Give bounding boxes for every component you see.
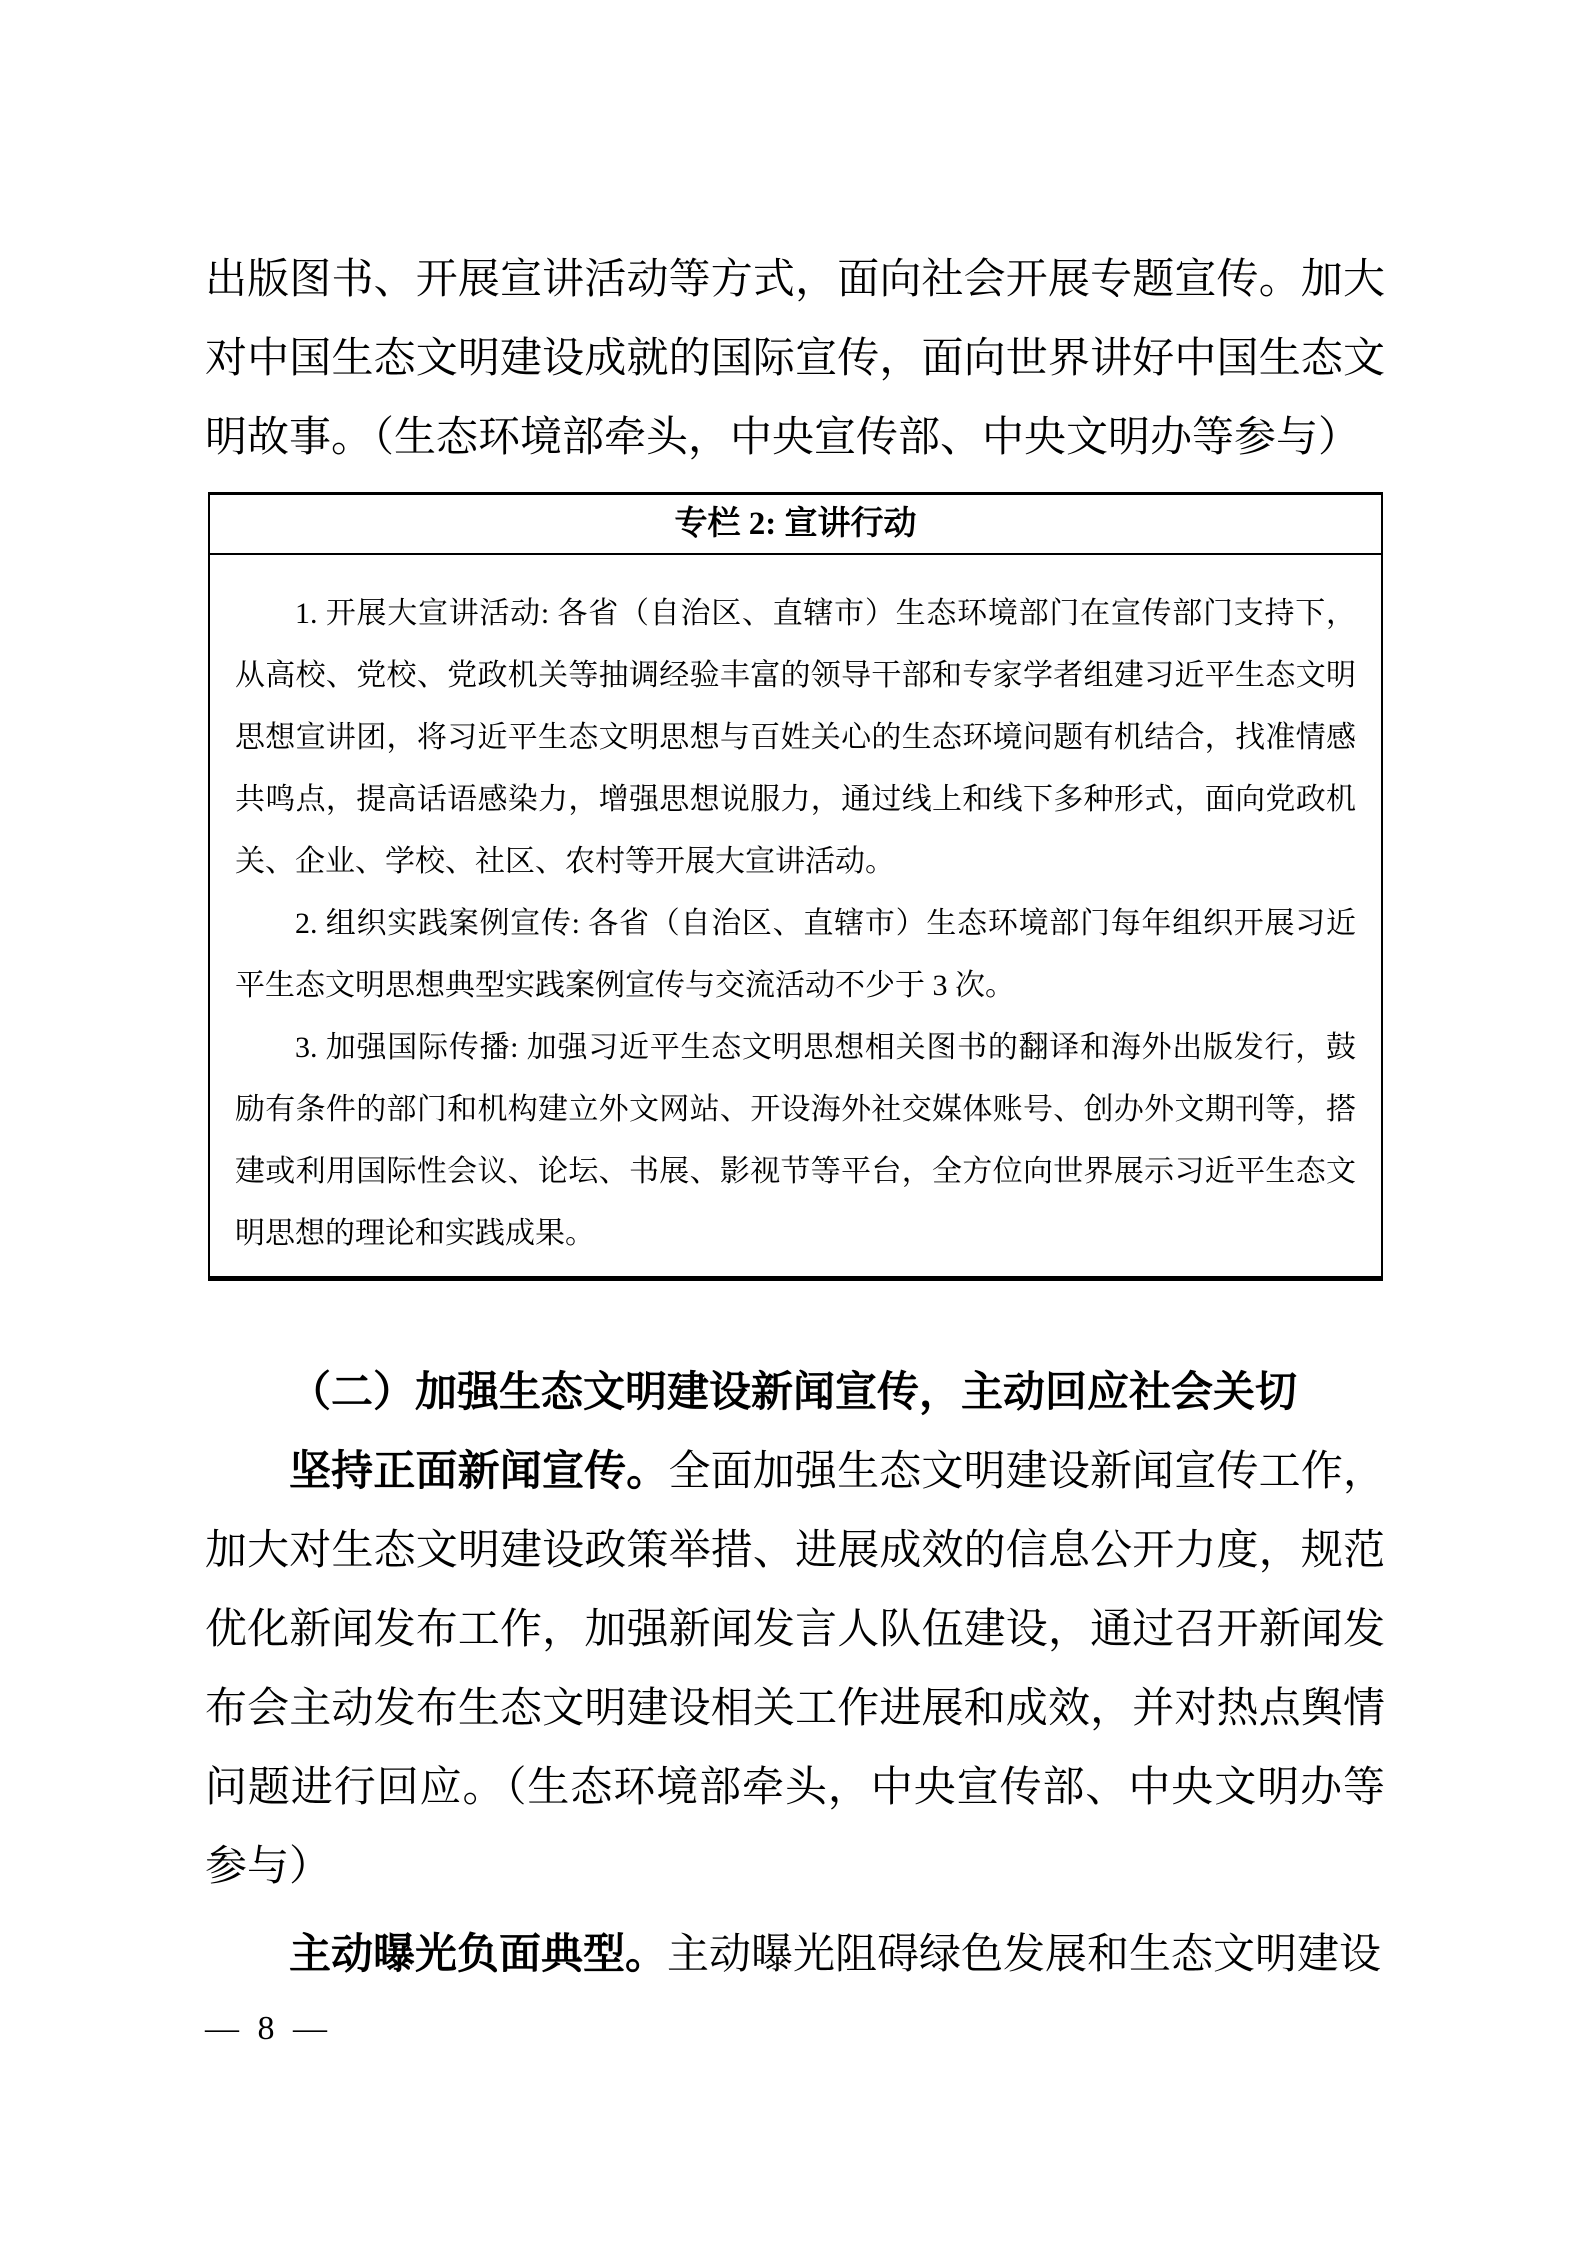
paragraph-negative-exposure-lead: 主动曝光负面典型。 bbox=[289, 1932, 668, 1978]
paragraph-continuation: 出版图书、开展宣讲活动等方式，面向社会开展专题宣传。加大对中国生态文明建设成就的国际宣传，面向世界讲好中国生态文明故事。（生态环境部牵头，中央宣传部、中央文明办等参与） bbox=[205, 257, 1385, 461]
box-body bbox=[210, 555, 1381, 1276]
box-item-3-text: 加强习近平生态文明思想相关图书的翻译和海外出版发行，鼓励有条件的部门和机构建立外文网站、开设海外社交媒体账号、创办外文期刊等，搭建或利用国际性会议、论坛、书展、影视节等平台，全方位向世界展示习近平生态文明思想的理论和实践成果。 bbox=[235, 1031, 1357, 1250]
page-number: — 8 — bbox=[205, 2010, 332, 2047]
box-item-3-label: 3. 加强国际传播: bbox=[295, 1031, 527, 1064]
paragraph-positive-news bbox=[205, 1433, 1385, 1907]
box-item-2-label: 2. 组织实践案例宣传: bbox=[295, 907, 589, 940]
paragraph-positive-news-text: 全面加强生态文明建设新闻宣传工作，加大对生态文明建设政策举措、进展成效的信息公开力度，规范优化新闻发布工作，加强新闻发言人队伍建设，通过召开新闻发布会主动发布生态文明建设相关工作进展和成效，并对热点舆情问题进行回应。（生态环境部牵头，中央宣传部、中央文明办等参与） bbox=[205, 1449, 1385, 1890]
box-item-3 bbox=[235, 1017, 1356, 1265]
page-content bbox=[205, 241, 1385, 2051]
box-item-2 bbox=[235, 893, 1356, 1017]
box-title: 专栏 2: 宣讲行动 bbox=[210, 495, 1381, 555]
feature-column-box bbox=[208, 492, 1383, 1281]
paragraph-positive-news-lead: 坚持正面新闻宣传。 bbox=[289, 1449, 669, 1495]
section-heading: （二）加强生态文明建设新闻宣传，主动回应社会关切 bbox=[289, 1370, 1298, 1416]
box-item-1-text: 各省（自治区、直辖市）生态环境部门在宣传部门支持下，从高校、党校、党政机关等抽调经验丰富的领导干部和专家学者组建习近平生态文明思想宣讲团，将习近平生态文明思想与百姓关心的生态环境问题有机结合，找准情感共鸣点，提高话语感染力，增强思想说服力，通过线上和线下多种形式，面向党政机关、企业、学校、社区、农村等开展大宣讲活动。 bbox=[235, 597, 1356, 878]
box-item-1-label: 1. 开展大宣讲活动: bbox=[295, 597, 558, 630]
box-item-1 bbox=[235, 583, 1356, 893]
box-item-2-text: 各省（自治区、直辖市）生态环境部门每年组织开展习近平生态文明思想典型实践案例宣传与交流活动不少于 3 次。 bbox=[235, 907, 1356, 1002]
paragraph-negative-exposure-text: 主动曝光阻碍绿色发展和生态文明建设 bbox=[667, 1932, 1382, 1978]
paragraph-negative-exposure bbox=[205, 1916, 1385, 1995]
